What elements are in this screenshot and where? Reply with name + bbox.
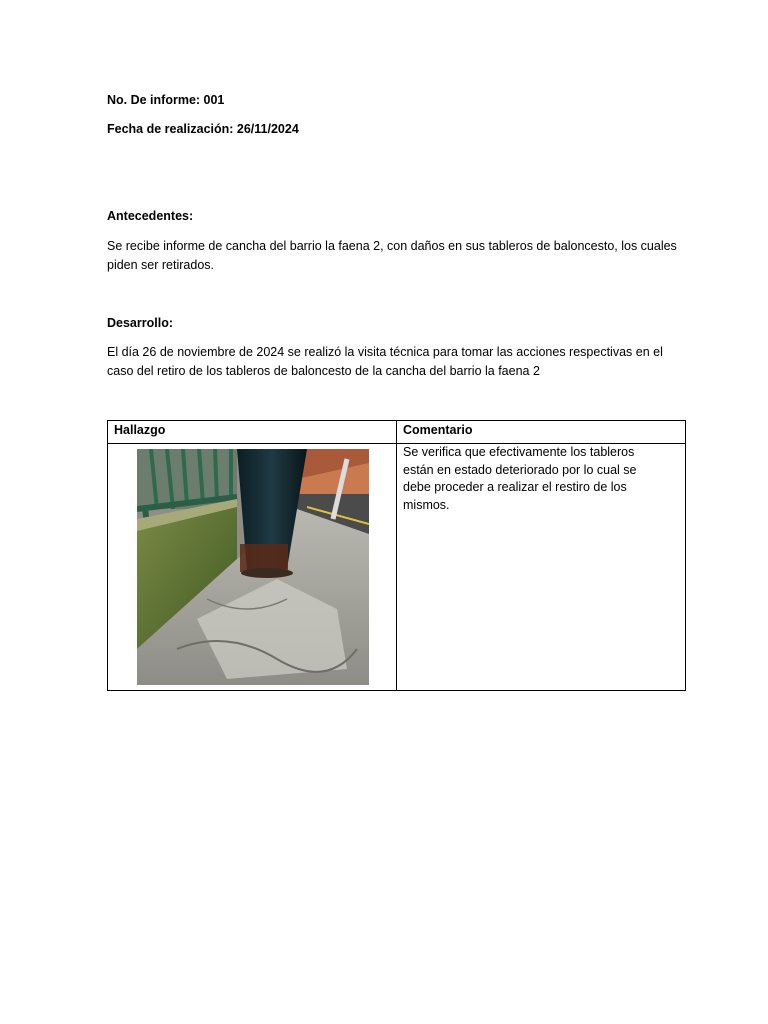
findings-table	[107, 420, 686, 691]
report-number: No. De informe: 001	[107, 93, 225, 107]
header-hallazgo: Hallazgo	[108, 421, 397, 444]
desarrollo-heading: Desarrollo:	[107, 316, 173, 330]
desarrollo-text: El día 26 de noviembre de 2024 se realizó la visita técnica para tomar las acciones respectivas en el caso del retiro de los tableros de baloncesto de la cancha del barrio la faena 2	[107, 345, 663, 378]
report-date: Fecha de realización: 26/11/2024	[107, 122, 299, 136]
header-comentario: Comentario	[397, 421, 686, 444]
table-row	[108, 444, 686, 691]
antecedentes-text: Se recibe informe de cancha del barrio la faena 2, con daños en sus tableros de baloncesto, los cuales piden ser retirados.	[107, 239, 677, 272]
comentario-cell	[397, 444, 686, 691]
comment-text: Se verifica que efectivamente los tableros están en estado deteriorado por lo cual se debe proceder a realizar el restiro de los mismos.	[403, 445, 637, 512]
antecedentes-heading: Antecedentes:	[107, 209, 194, 223]
hallazgo-cell	[108, 444, 397, 691]
basketball-pole-photo	[137, 449, 369, 685]
table-header-row	[108, 421, 686, 444]
